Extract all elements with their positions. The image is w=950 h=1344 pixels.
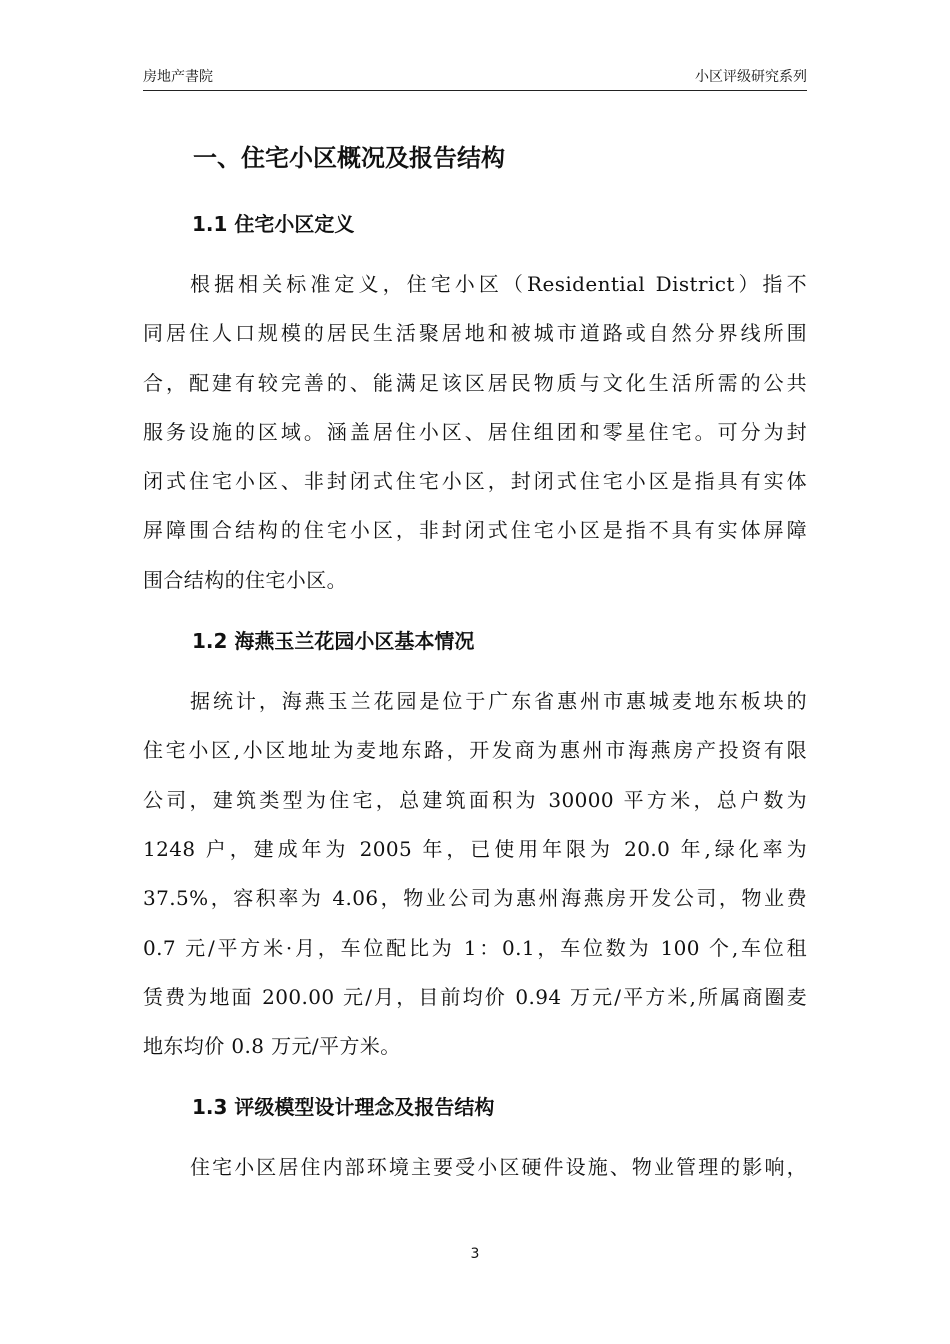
paragraph-line: 据统计，海燕玉兰花园是位于广东省惠州市惠城麦地东板块的 [190, 689, 807, 714]
paragraph-line: 根据相关标准定义，住宅小区（Residential District）指不 [190, 272, 807, 296]
paragraph-line: 0.7 元/平方米·月，车位配比为 1：0.1，车位数为 100 个,车位租 [143, 935, 807, 960]
section-title-1-3: 1.3 评级模型设计理念及报告结构 [192, 1095, 495, 1120]
paragraph-line: 住宅小区居住内部环境主要受小区硬件设施、物业管理的影响， [190, 1155, 807, 1180]
paragraph-line: 1248 户，建成年为 2005 年，已使用年限为 20.0 年,绿化率为 [143, 836, 807, 861]
paragraph-line: 37.5%，容积率为 4.06，物业公司为惠州海燕房开发公司，物业费 [143, 886, 807, 911]
section-1-3-paragraph [143, 1143, 807, 1192]
paragraph-line: 同居住人口规模的居民生活聚居地和被城市道路或自然分界线所围 [143, 321, 807, 346]
paragraph-line: 公司，建筑类型为住宅，总建筑面积为 30000 平方米，总户数为 [143, 787, 807, 812]
paragraph-line: 服务设施的区域。涵盖居住小区、居住组团和零星住宅。可分为封 [143, 419, 807, 444]
paragraph-line: 地东均价 0.8 万元/平方米。 [143, 1034, 401, 1059]
header-series: 小区评级研究系列 [695, 69, 807, 85]
paragraph-line: 合，配建有较完善的、能满足该区居民物质与文化生活所需的公共 [143, 370, 807, 395]
paragraph-line: 屏障围合结构的住宅小区，非封闭式住宅小区是指不具有实体屏障 [143, 518, 807, 543]
page-body [143, 128, 807, 1193]
header-publisher: 房地产書院 [143, 69, 213, 85]
paragraph-line: 围合结构的住宅小区。 [143, 567, 347, 592]
page-header [143, 64, 807, 91]
section-1-2-paragraph [143, 677, 807, 1071]
section-title-1-1: 1.1 住宅小区定义 [192, 212, 355, 236]
chapter-title: 一、住宅小区概况及报告结构 [193, 144, 505, 172]
section-title-1-2: 1.2 海燕玉兰花园小区基本情况 [192, 629, 475, 654]
paragraph-line: 闭式住宅小区、非封闭式住宅小区，封闭式住宅小区是指具有实体 [143, 469, 807, 494]
paragraph-line: 住宅小区,小区地址为麦地东路，开发商为惠州市海燕房产投资有限 [143, 738, 807, 763]
paragraph-line: 赁费为地面 200.00 元/月，目前均价 0.94 万元/平方米,所属商圈麦 [143, 984, 807, 1009]
section-1-1-paragraph [143, 260, 807, 605]
page-number: 3 [470, 1246, 480, 1262]
